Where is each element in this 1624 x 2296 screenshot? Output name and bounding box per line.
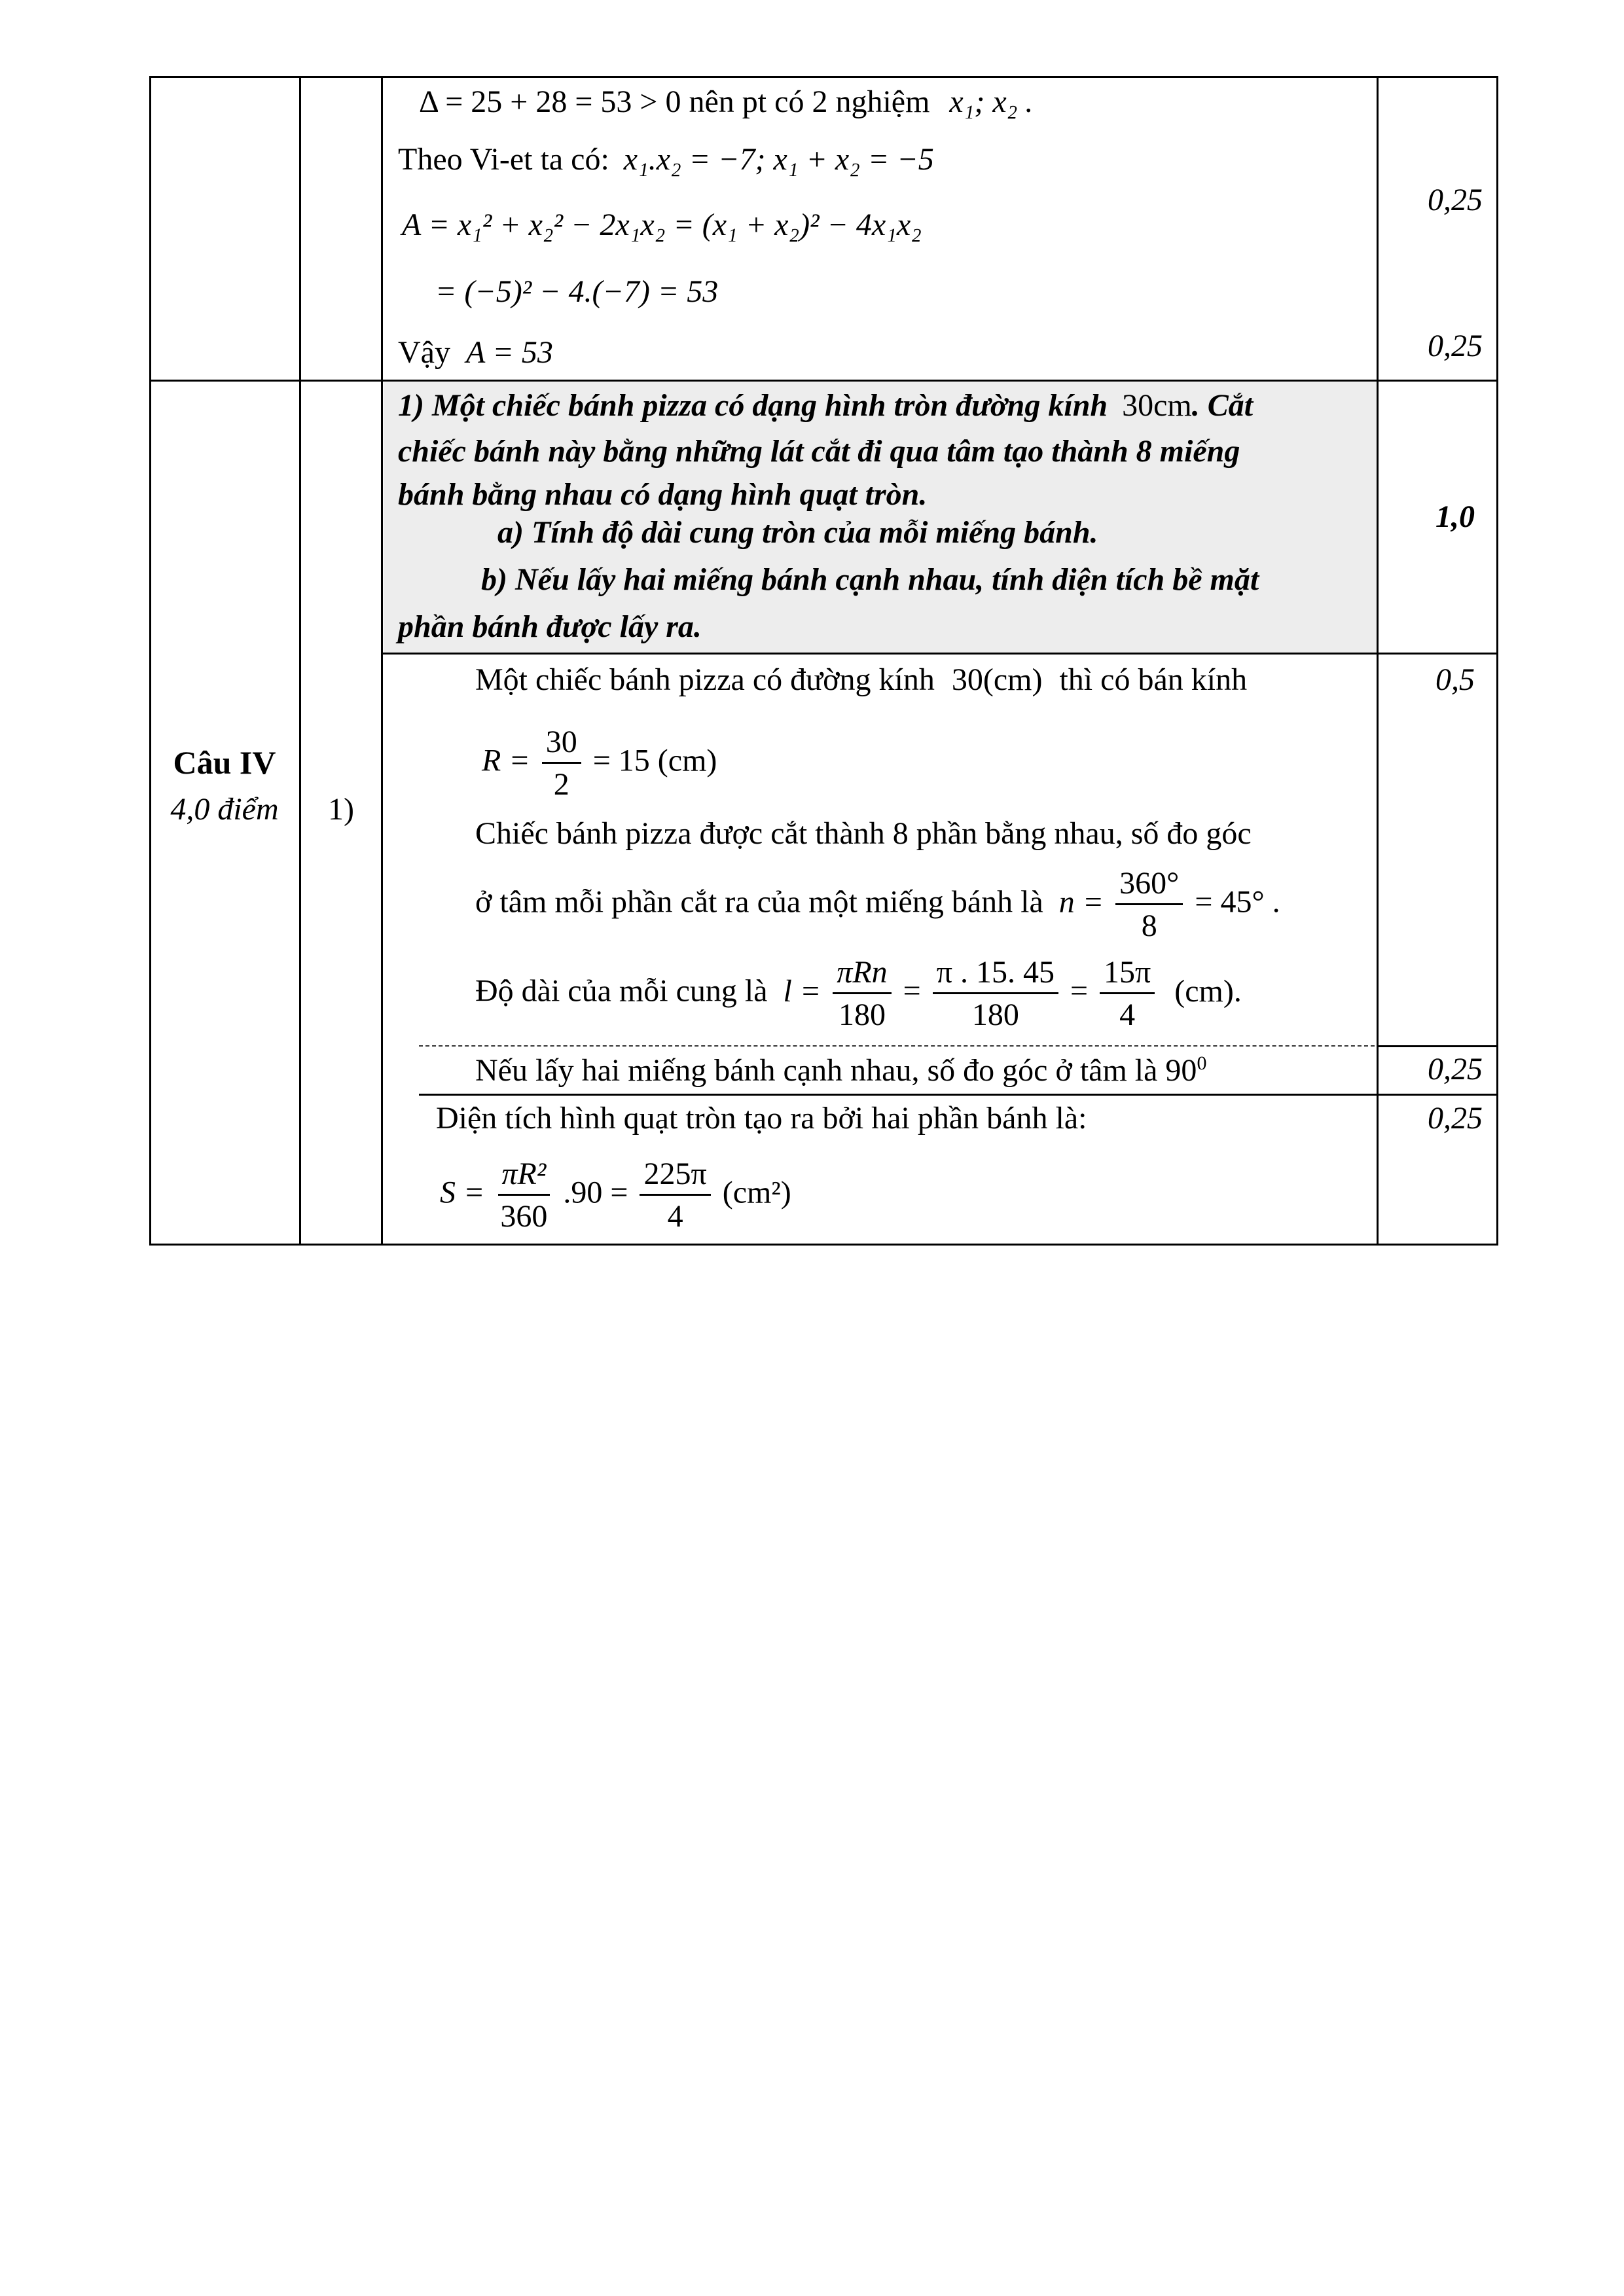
row-divider-prompt [381, 653, 1498, 655]
a-expansion-line: A = x₁² + x₂² − 2x₁x₂ = (x₁ + x₂)² − 4x₁x₂ [402, 207, 922, 242]
col-divider-2 [381, 76, 383, 1246]
vieta-line: Theo Vi-et ta có: x₁.x₂ = −7; x₁ + x₂ = −5 [398, 142, 934, 177]
part-label: 1) [328, 792, 354, 827]
score-divider-1 [1377, 1045, 1498, 1047]
arc-length-line: Độ dài của mỗi cung là l = $\frac{\text{πRn}}{180}$ = $\frac{\pi . 15. 45}{180}$ = $\frac{15\pi}{4}$ (cm). [475, 955, 1242, 1032]
conclusion-line: Vậy A = 53 [398, 335, 553, 370]
solution-line-6: Diện tích hình quạt tròn tạo ra bởi hai phần bánh là: [436, 1101, 1087, 1136]
delta-line: Δ = 25 + 28 = 53 > 0 nên pt có 2 nghiệm x₁; x₂ . [419, 84, 1034, 119]
score-solution-a: 0,5 [1435, 662, 1475, 697]
row-divider-2 [419, 1094, 1498, 1096]
table-top-border [149, 76, 1498, 78]
score-solution-c: 0,25 [1428, 1101, 1483, 1136]
prompt-line-1: 1) Một chiếc bánh pizza có dạng hình tròn đường kính 30cm. Cắt [398, 388, 1254, 423]
prompt-line-4: a) Tính độ dài cung tròn của mỗi miếng bánh. [497, 515, 1098, 550]
solution-line-3: ở tâm mỗi phần cắt ra của một miếng bánh là n = $\frac{360^\circ}{8}$ = 45° . [475, 866, 1280, 943]
question-points: 4,0 điểm [170, 792, 279, 827]
score-continued-1: 0,25 [1428, 183, 1483, 217]
prompt-score: 1,0 [1435, 499, 1475, 534]
prompt-line-3: bánh bằng nhau có dạng hình quạt tròn. [398, 477, 928, 512]
table-left-border [149, 76, 151, 1246]
table-bottom-border [149, 1244, 1498, 1246]
solution-line-5: Nếu lấy hai miếng bánh cạnh nhau, số đo góc ở tâm là $90^0$ [475, 1052, 1207, 1088]
prompt-line-2: chiếc bánh này bằng những lát cắt đi qua tâm tạo thành 8 miếng [398, 434, 1240, 469]
question-label: Câu IV [173, 744, 276, 781]
row-divider-question [149, 380, 1498, 382]
solution-line-2: Chiếc bánh pizza được cắt thành 8 phần bằng nhau, số đo góc [475, 816, 1252, 851]
prompt-line-6: phần bánh được lấy ra. [398, 609, 702, 644]
sector-area-formula: S = $\frac{\text{πR²}}{360}$ .90 = $\frac{225\pi}{4}$ (cm²) [440, 1157, 791, 1234]
col-divider-1 [299, 76, 301, 1246]
col-divider-score [1377, 76, 1379, 1246]
solution-line-1: Một chiếc bánh pizza có đường kính 30(cm) thì có bán kính [475, 662, 1248, 697]
radius-formula: R = $\frac{30}{2}$ = 15 (cm) [482, 725, 717, 802]
a-substitution-line: = (−5)² − 4.(−7) = 53 [435, 274, 719, 309]
prompt-line-5: b) Nếu lấy hai miếng bánh cạnh nhau, tính diện tích bề mặt [481, 562, 1259, 597]
score-solution-b: 0,25 [1428, 1052, 1483, 1086]
score-continued-2: 0,25 [1428, 329, 1483, 363]
dashed-divider-1 [419, 1045, 1375, 1047]
